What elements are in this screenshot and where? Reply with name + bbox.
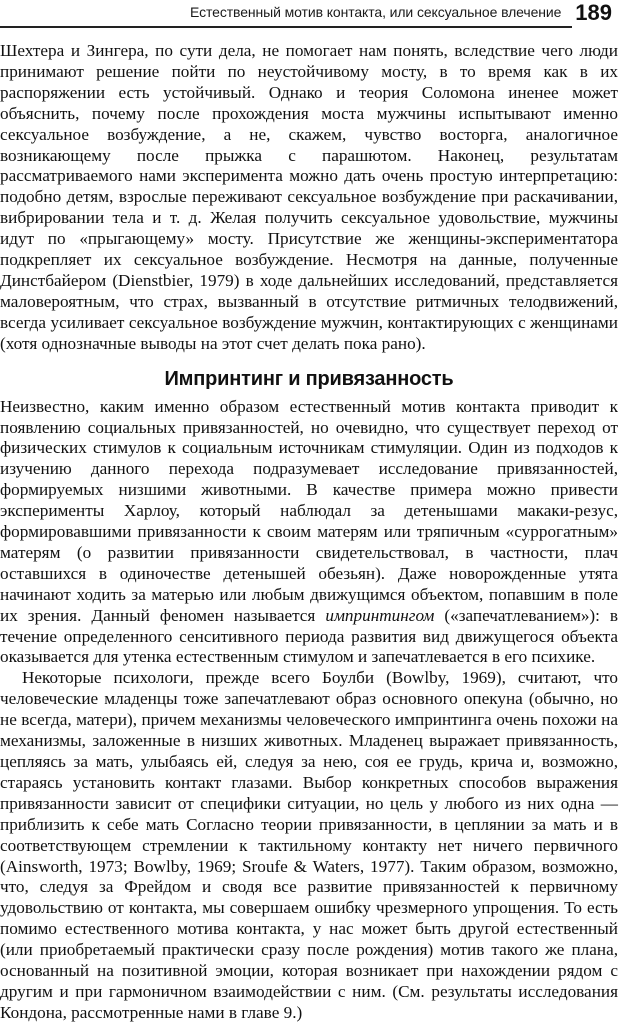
paragraph-3: Некоторые психологи, прежде всего Боулби (Bowlby, 1969), считают, что человеческие младенцы тоже запечатлевают образ основного опекуна (обычно, но не всегда, матери), причем механизмы человеческого импринтинга очень похожи на механизмы, заложенные в низших животных. Младенец выражает привязанность, цепляясь за мать, улыбаясь ей, следуя за нею, соя ее грудь, крича и, возможно, стараясь установить контакт глазами. Выбор конкретных способов выражения привязанности зависит от специфики ситуации, но цель у любого из них одна — приблизить к себе мать Согласно теории привязанности, в цеплянии за мать и в соответствующем стремлении к тактильному контакту нет ничего первичного (Ainsworth, 1973; Bowlby, 1969; Sroufe & Waters, 1977). Таким образом, возможно, что, следуя за Фрейдом и сводя все развитие привязанностей к первичному удовольствию от контакта, мы совершаем ошибку чрезмерного упрощения. То есть помимо естественного мотива контакта, у нас может быть другой естественный (или приобретаемый практически сразу после рождения) мотив такого же плана, основанный на позитивной эмоции, которая возникает при нахождении рядом с другим и при гармоничном взаимодействии с ним. (См. результаты исследования Кондона, рассмотренные нами в главе 9.) bbox=[0, 668, 618, 1022]
term-imprinting: импринтингом bbox=[325, 605, 435, 625]
paragraph-2-start: Неизвестно, каким именно образом естественный мотив контакта приводит к появлению социальных привязанностей, но очевидно, что существует переход от физических стимулов к социальным источникам стимуляции. Один из подходов к изучению данного перехода подразумевает исследование привязанностей, формируемых низшими животными. В качестве примера можно привести эксперименты Харлоу, который наблюдал за детенышами макаки-резус, формировавшими привязанности к своим матерям или тряпичным «суррогатным» матерям (о развитии привязанности свидетельствовал, в частности, плач оставшихся в одиночестве детенышей обезьян). Даже новорожденные утята начинают ходить за матерью или любым движущимся объектом, попавшим в поле их зрения. Данный феномен называется bbox=[0, 396, 618, 625]
paragraph-2 bbox=[0, 397, 618, 669]
paragraph-2-end: («запечатлеванием»): в течение определенного сенситивного периода развития вид движущегося объекта оказывается для утенка естественным стимулом и запечатлевается в его психике. bbox=[0, 605, 619, 667]
paragraph-1: Шехтера и Зингера, по сути дела, не помогает нам понять, вследствие чего люди принимают решение пойти по неустойчивому мосту, в то время как в их распоряжении есть устойчивый. Однако и теория Соломона иненее может объяснить, почему после прохождения моста мужчины испытывают именно сексуальное возбуждение, а не, скажем, чувство восторга, аналогичное возникающему после прыжка с парашютом. Наконец, результатам рассматриваемого нами эксперимента можно дать очень простую интерпретацию: подобно детям, взрослые переживают сексуальное возбуждение при раскачивании, вибрировании тела и т. д. Желая получить сексуальное удовольствие, мужчины идут по «прыгающему» мосту. Присутствие же женщины-экспериментатора подкрепляет их сексуальное возбуждение. Несмотря на данные, полученные Динстбайером (Dienstbier, 1979) в ходе дальнейших исследований, представляется маловероятным, что страх, вызванный в отсутствие ритмичных телодвижений, всегда усиливает сексуальное возбуждение мужчин, контактирующих с женщинами (хотя однозначные выводы на этот счет делать пока рано). bbox=[0, 41, 618, 353]
running-head-title: Естественный мотив контакта, или сексуальное влечение bbox=[190, 4, 562, 20]
running-head bbox=[0, 0, 620, 30]
section-heading: Импринтинг и привязанность bbox=[164, 367, 454, 390]
header-rule bbox=[0, 26, 572, 28]
page-number: 189 bbox=[575, 0, 612, 25]
page-body bbox=[0, 41, 618, 1024]
